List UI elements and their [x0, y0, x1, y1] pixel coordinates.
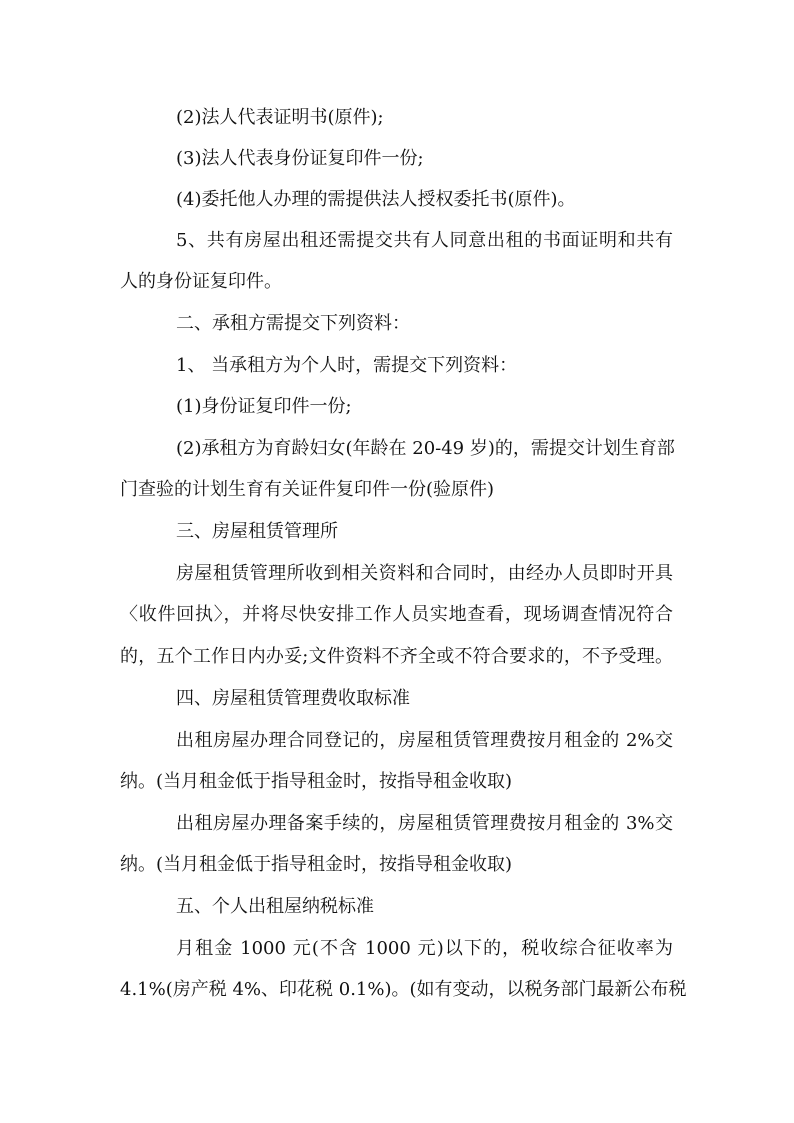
- paragraph-co-owned-line1: 5、共有房屋出租还需提交共有人同意出租的书面证明和共有: [176, 230, 673, 251]
- list-item-authorization-letter: (4)委托他人办理的需提供法人授权委托书(原件)。: [176, 189, 576, 210]
- paragraph-contract-fee-line2: 纳。(当月租金低于指导租金时，按指导租金收取): [120, 771, 513, 792]
- paragraph-family-planning-line2: 门查验的计划生育有关证件复印件一份(验原件): [120, 479, 495, 500]
- paragraph-co-owned-line2: 人的身份证复印件。: [120, 271, 282, 292]
- paragraph-tax-rate-line1: 月租金 1000 元(不含 1000 元)以下的，税收综合征收率为: [176, 938, 673, 959]
- list-item-id-copy: (1)身份证复印件一份;: [176, 396, 352, 417]
- paragraph-rental-office-line2: 〈收件回执〉，并将尽快安排工作人员实地查看，现场调查情况符合: [120, 604, 673, 625]
- paragraph-rental-office-line1: 房屋租赁管理所收到相关资料和合同时，由经办人员即时开具: [176, 563, 673, 584]
- paragraph-filing-fee-line1: 出租房屋办理备案手续的，房屋租赁管理费按月租金的 3%交: [176, 813, 673, 834]
- paragraph-family-planning-line1: (2)承租方为育龄妇女(年龄在 20-49 岁)的，需提交计划生育部: [176, 438, 675, 459]
- paragraph-rental-office-line3: 的，五个工作日内办妥;文件资料不齐全或不符合要求的，不予受理。: [120, 646, 673, 667]
- list-item-legal-rep-id-copy: (3)法人代表身份证复印件一份;: [176, 148, 424, 169]
- list-item-legal-rep-certificate: (2)法人代表证明书(原件);: [176, 107, 384, 128]
- section-heading-rental-office: 三、房屋租赁管理所: [176, 521, 338, 542]
- section-heading-lessee: 二、承租方需提交下列资料：: [176, 313, 410, 334]
- paragraph-tax-rate-line2: 4.1%(房产税 4%、印花税 0.1%)。(如有变动，以税务部门最新公布税: [120, 979, 687, 1000]
- section-heading-tax-standard: 五、个人出租屋纳税标准: [176, 896, 374, 917]
- subheading-individual-lessee: 1、 当承租方为个人时，需提交下列资料：: [176, 355, 518, 376]
- paragraph-filing-fee-line2: 纳。(当月租金低于指导租金时，按指导租金收取): [120, 854, 513, 875]
- section-heading-management-fee: 四、房屋租赁管理费收取标准: [176, 688, 410, 709]
- paragraph-contract-fee-line1: 出租房屋办理合同登记的，房屋租赁管理费按月租金的 2%交: [176, 730, 673, 751]
